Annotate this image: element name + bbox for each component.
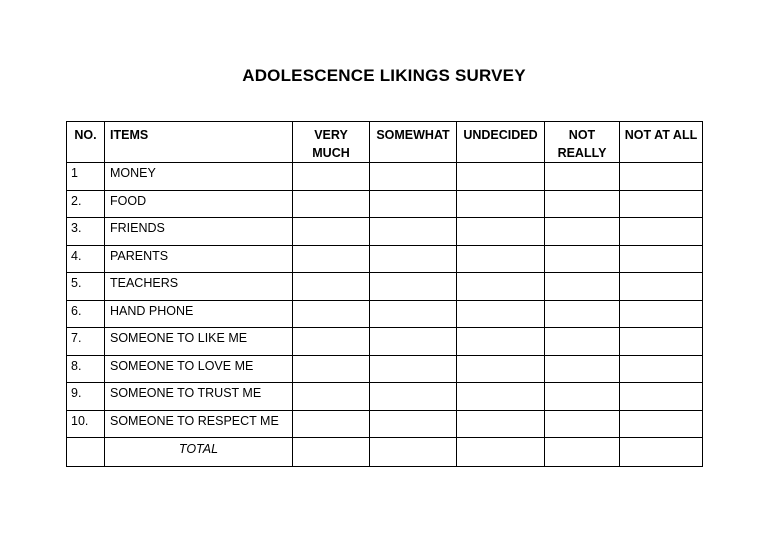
cell-undecided — [457, 383, 545, 411]
cell-undecided — [457, 355, 545, 383]
header-not-really-line2: REALLY — [557, 146, 607, 160]
header-not-at-all: NOT AT ALL — [620, 122, 703, 163]
cell-undecided — [457, 300, 545, 328]
cell-very-much — [293, 410, 370, 438]
cell-very-much — [293, 245, 370, 273]
row-item: SOMEONE TO LIKE ME — [105, 328, 293, 356]
cell-undecided — [457, 190, 545, 218]
header-somewhat: SOMEWHAT — [370, 122, 457, 163]
row-item: SOMEONE TO TRUST ME — [105, 383, 293, 411]
cell-not-really — [545, 245, 620, 273]
cell-somewhat — [370, 218, 457, 246]
row-item: FRIENDS — [105, 218, 293, 246]
table-row — [67, 355, 703, 383]
total-somewhat — [370, 438, 457, 467]
cell-undecided — [457, 163, 545, 191]
cell-somewhat — [370, 163, 457, 191]
header-undecided: UNDECIDED — [457, 122, 545, 163]
cell-not-really — [545, 355, 620, 383]
cell-somewhat — [370, 410, 457, 438]
cell-very-much — [293, 383, 370, 411]
row-item: MONEY — [105, 163, 293, 191]
cell-somewhat — [370, 245, 457, 273]
total-very-much — [293, 438, 370, 467]
header-not-really — [545, 122, 620, 163]
cell-very-much — [293, 328, 370, 356]
total-row — [67, 438, 703, 467]
table-row — [67, 218, 703, 246]
cell-somewhat — [370, 328, 457, 356]
cell-not-at-all — [620, 218, 703, 246]
table-row — [67, 383, 703, 411]
row-item: TEACHERS — [105, 273, 293, 301]
cell-undecided — [457, 273, 545, 301]
cell-not-really — [545, 383, 620, 411]
survey-table — [66, 121, 703, 467]
table-row — [67, 190, 703, 218]
header-very-much-line2: MUCH — [312, 146, 350, 160]
row-number: 3. — [67, 218, 105, 246]
row-item: FOOD — [105, 190, 293, 218]
cell-very-much — [293, 190, 370, 218]
cell-not-really — [545, 273, 620, 301]
table-row — [67, 273, 703, 301]
cell-somewhat — [370, 383, 457, 411]
table-row — [67, 410, 703, 438]
cell-not-really — [545, 163, 620, 191]
cell-not-at-all — [620, 245, 703, 273]
total-not-at-all — [620, 438, 703, 467]
header-no: NO. — [67, 122, 105, 163]
cell-undecided — [457, 245, 545, 273]
total-label: TOTAL — [105, 438, 293, 467]
table-row — [67, 300, 703, 328]
row-number: 7. — [67, 328, 105, 356]
page-title: ADOLESCENCE LIKINGS SURVEY — [242, 66, 526, 85]
cell-somewhat — [370, 273, 457, 301]
cell-undecided — [457, 328, 545, 356]
cell-not-at-all — [620, 163, 703, 191]
cell-somewhat — [370, 190, 457, 218]
cell-not-at-all — [620, 273, 703, 301]
cell-not-at-all — [620, 383, 703, 411]
header-row — [67, 122, 703, 163]
row-item: SOMEONE TO RESPECT ME — [105, 410, 293, 438]
cell-very-much — [293, 218, 370, 246]
header-not-really-line1: NOT — [568, 128, 596, 142]
row-number: 8. — [67, 355, 105, 383]
row-item: PARENTS — [105, 245, 293, 273]
cell-not-at-all — [620, 190, 703, 218]
total-not-really — [545, 438, 620, 467]
row-number: 9. — [67, 383, 105, 411]
total-undecided — [457, 438, 545, 467]
row-item: SOMEONE TO LOVE ME — [105, 355, 293, 383]
cell-not-really — [545, 410, 620, 438]
cell-very-much — [293, 355, 370, 383]
cell-somewhat — [370, 300, 457, 328]
cell-not-at-all — [620, 355, 703, 383]
row-number: 10. — [67, 410, 105, 438]
row-number: 5. — [67, 273, 105, 301]
cell-not-at-all — [620, 410, 703, 438]
cell-not-at-all — [620, 300, 703, 328]
table-row — [67, 163, 703, 191]
row-number: 1 — [67, 163, 105, 191]
cell-not-really — [545, 218, 620, 246]
table-row — [67, 245, 703, 273]
header-items: ITEMS — [105, 122, 293, 163]
cell-undecided — [457, 218, 545, 246]
row-number: 2. — [67, 190, 105, 218]
cell-not-at-all — [620, 328, 703, 356]
cell-very-much — [293, 273, 370, 301]
cell-not-really — [545, 190, 620, 218]
header-very-much-line1: VERY — [314, 128, 348, 142]
row-number: 4. — [67, 245, 105, 273]
cell-very-much — [293, 163, 370, 191]
cell-not-really — [545, 300, 620, 328]
cell-very-much — [293, 300, 370, 328]
row-item: HAND PHONE — [105, 300, 293, 328]
cell-somewhat — [370, 355, 457, 383]
cell-undecided — [457, 410, 545, 438]
table-row — [67, 328, 703, 356]
total-number-cell — [67, 438, 105, 467]
cell-not-really — [545, 328, 620, 356]
row-number: 6. — [67, 300, 105, 328]
header-very-much — [293, 122, 370, 163]
